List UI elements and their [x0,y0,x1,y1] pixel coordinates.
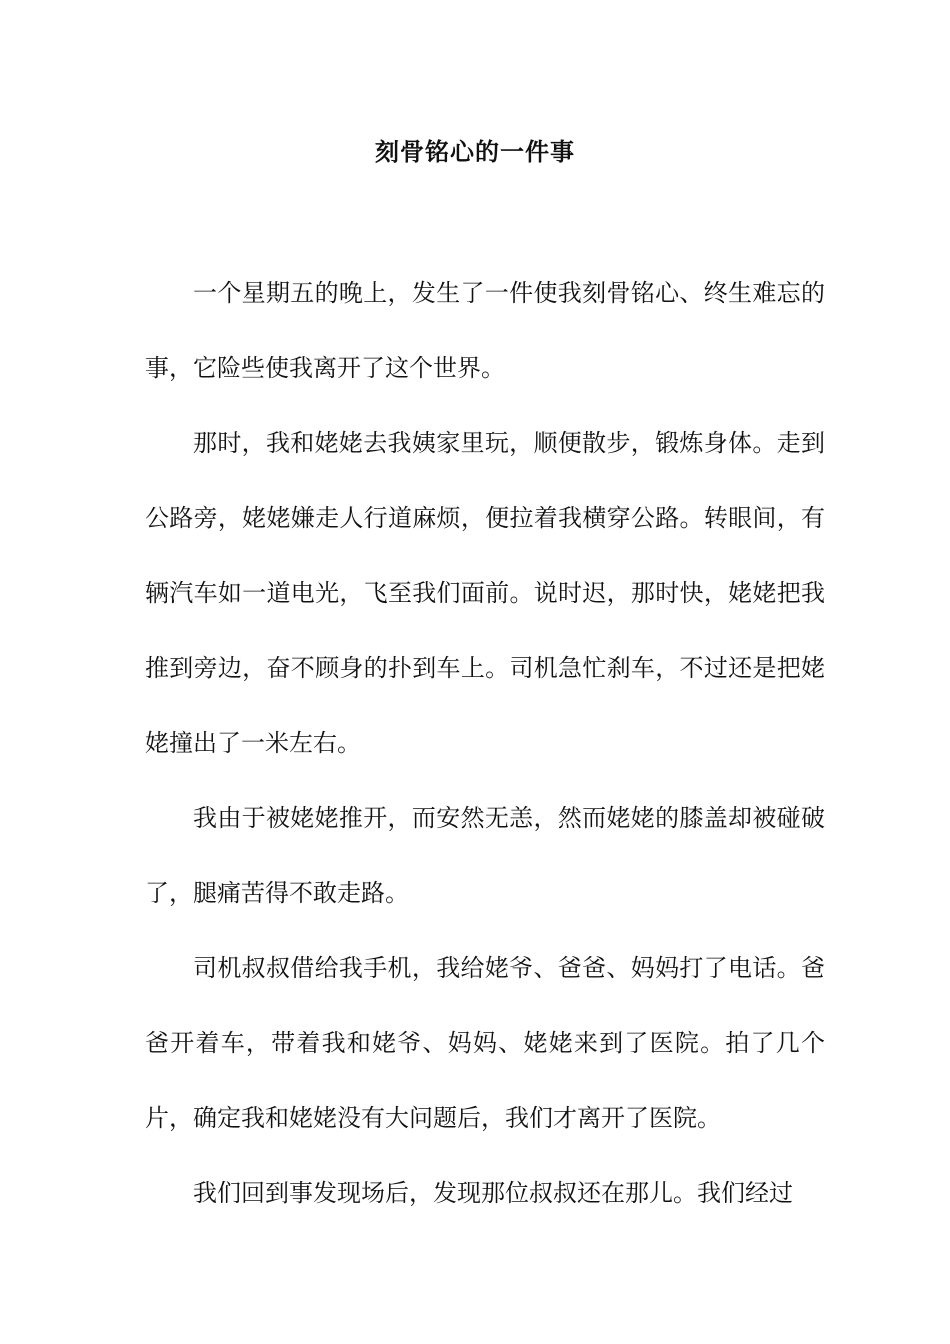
document-body [145,256,825,1231]
paragraph-5: 我们回到事发现场后，发现那位叔叔还在那儿。我们经过 [193,1179,793,1207]
paragraph-1: 一个星期五的晚上，发生了一件使我刻骨铭心、终生难忘的事，它险些使我离开了这个世界。 [145,279,825,382]
paragraph-3: 我由于被姥姥推开，而安然无恙，然而姥姥的膝盖却被碰破了，腿痛苦得不敢走路。 [145,804,825,907]
document-title: 刻骨铭心的一件事 [375,137,575,166]
paragraph-2: 那时，我和姥姥去我姨家里玩，顺便散步，锻炼身体。走到公路旁，姥姥嫌走人行道麻烦，便拉着我横穿公路。转眼间，有辆汽车如一道电光，飞至我们面前。说时迟，那时快，姥姥把我推到旁边，奋不顾身的扑到车上。司机急忙刹车，不过还是把姥姥撞出了一米左右。 [145,429,825,757]
paragraph-4: 司机叔叔借给我手机，我给姥爷、爸爸、妈妈打了电话。爸爸开着车，带着我和姥爷、妈妈、姥姥来到了医院。拍了几个片，确定我和姥姥没有大问题后，我们才离开了医院。 [145,954,825,1132]
